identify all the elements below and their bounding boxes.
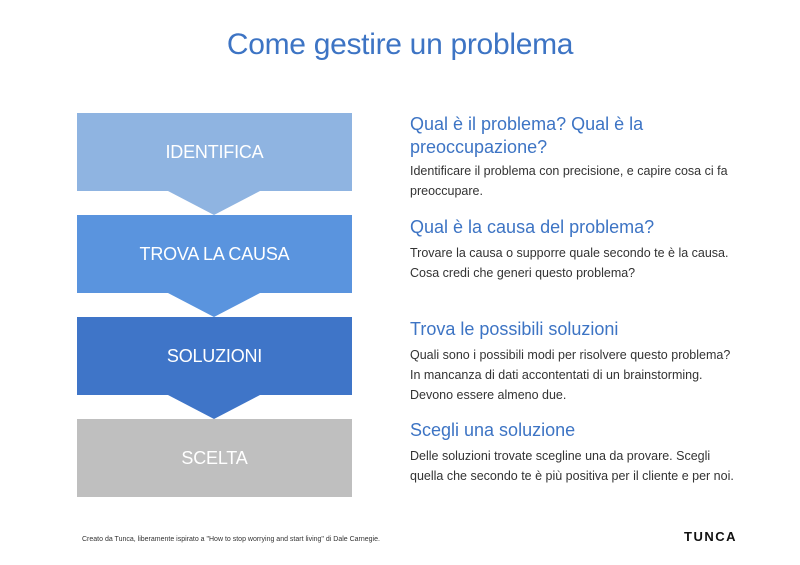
page-title: Come gestire un problema [226,28,574,61]
arrow-down-icon [168,191,260,215]
arrow-down-icon [168,395,260,419]
description-trova-la-causa [410,216,740,283]
description-body: Delle soluzioni trovate scegline una da provare. Scegli quella che secondo te è più positiva per il cliente e per noi. [410,449,734,483]
description-identifica [410,113,740,201]
step-label: IDENTIFICA [165,141,264,162]
step-label: TROVA LA CAUSA [139,243,290,264]
step-label: SCELTA [181,447,248,468]
step-label: SOLUZIONI [166,345,263,366]
description-soluzioni [410,318,740,405]
step-identifica [77,113,352,191]
description-title: Trova le possibili soluzioni [410,319,619,339]
step-trova-la-causa [77,215,352,293]
tunca-logo: TUNCA [684,529,737,544]
footer-credit: Creato da Tunca, liberamente ispirato a "How to stop worrying and start living" di Dale Carnegie. [82,536,380,543]
description-title: Qual è il problema? Qual è la preoccupazione? [410,114,644,157]
arrow-down-icon [168,293,260,317]
description-scelta [410,419,740,486]
description-title: Scegli una soluzione [410,420,576,440]
description-body: Quali sono i possibili modi per risolvere questo problema? In mancanza di dati accontentati di un brainstorming. Devono essere almeno due. [410,348,731,402]
step-scelta [77,419,352,497]
step-soluzioni [77,317,352,395]
description-body: Identificare il problema con precisione, e capire cosa ci fa preoccupare. [410,164,728,198]
description-body: Trovare la causa o supporre quale secondo te è la causa. Cosa credi che generi questo problema? [410,246,729,280]
description-title: Qual è la causa del problema? [410,217,655,237]
